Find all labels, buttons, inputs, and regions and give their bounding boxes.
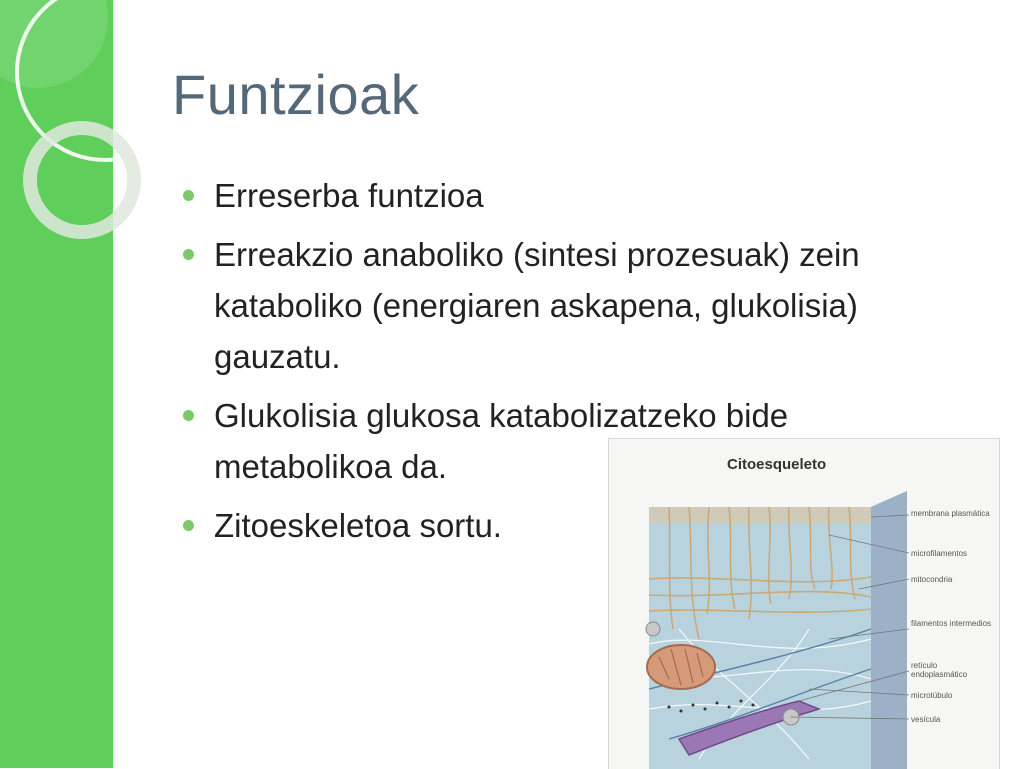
bullet-item [178, 229, 978, 382]
slide-title: Funtzioak [172, 63, 420, 126]
deco-ring-small [30, 128, 134, 232]
figure-label: microfilamentos [911, 549, 968, 558]
bullet-dot-icon [183, 410, 194, 421]
figure-label: microtúbulo [911, 691, 953, 700]
vesicle [646, 622, 660, 636]
decorative-circles [0, 0, 200, 260]
cytoskeleton-figure [608, 438, 1000, 769]
bullet-dot-icon [183, 190, 194, 201]
bullet-dot-icon [183, 249, 194, 260]
figure-label: vesícula [911, 715, 941, 724]
deco-disc [0, 0, 108, 88]
bullet-text: Erreakzio anaboliko (sintesi prozesuak) zein kataboliko (energiaren askapena, glukolisia) gauzatu. [214, 236, 860, 375]
bullet-text: Glukolisia glukosa katabolizatzeko bide metabolikoa da. [214, 397, 789, 485]
figure-label: filamentos intermedios [911, 619, 992, 628]
bullet-text: Zitoeskeletoa sortu. [214, 507, 502, 544]
bullet-text: Erreserba funtzioa [214, 177, 484, 214]
figure-label: membrana plasmática [911, 509, 990, 518]
bullet-item [178, 170, 978, 221]
figure-title: Citoesqueleto [727, 456, 827, 473]
figure-label: retículo endoplasmático [911, 661, 968, 679]
membrane-top [649, 507, 871, 523]
figure-label: mitocondria [911, 575, 953, 584]
mitochondrion [647, 645, 715, 689]
bullet-dot-icon [183, 520, 194, 531]
